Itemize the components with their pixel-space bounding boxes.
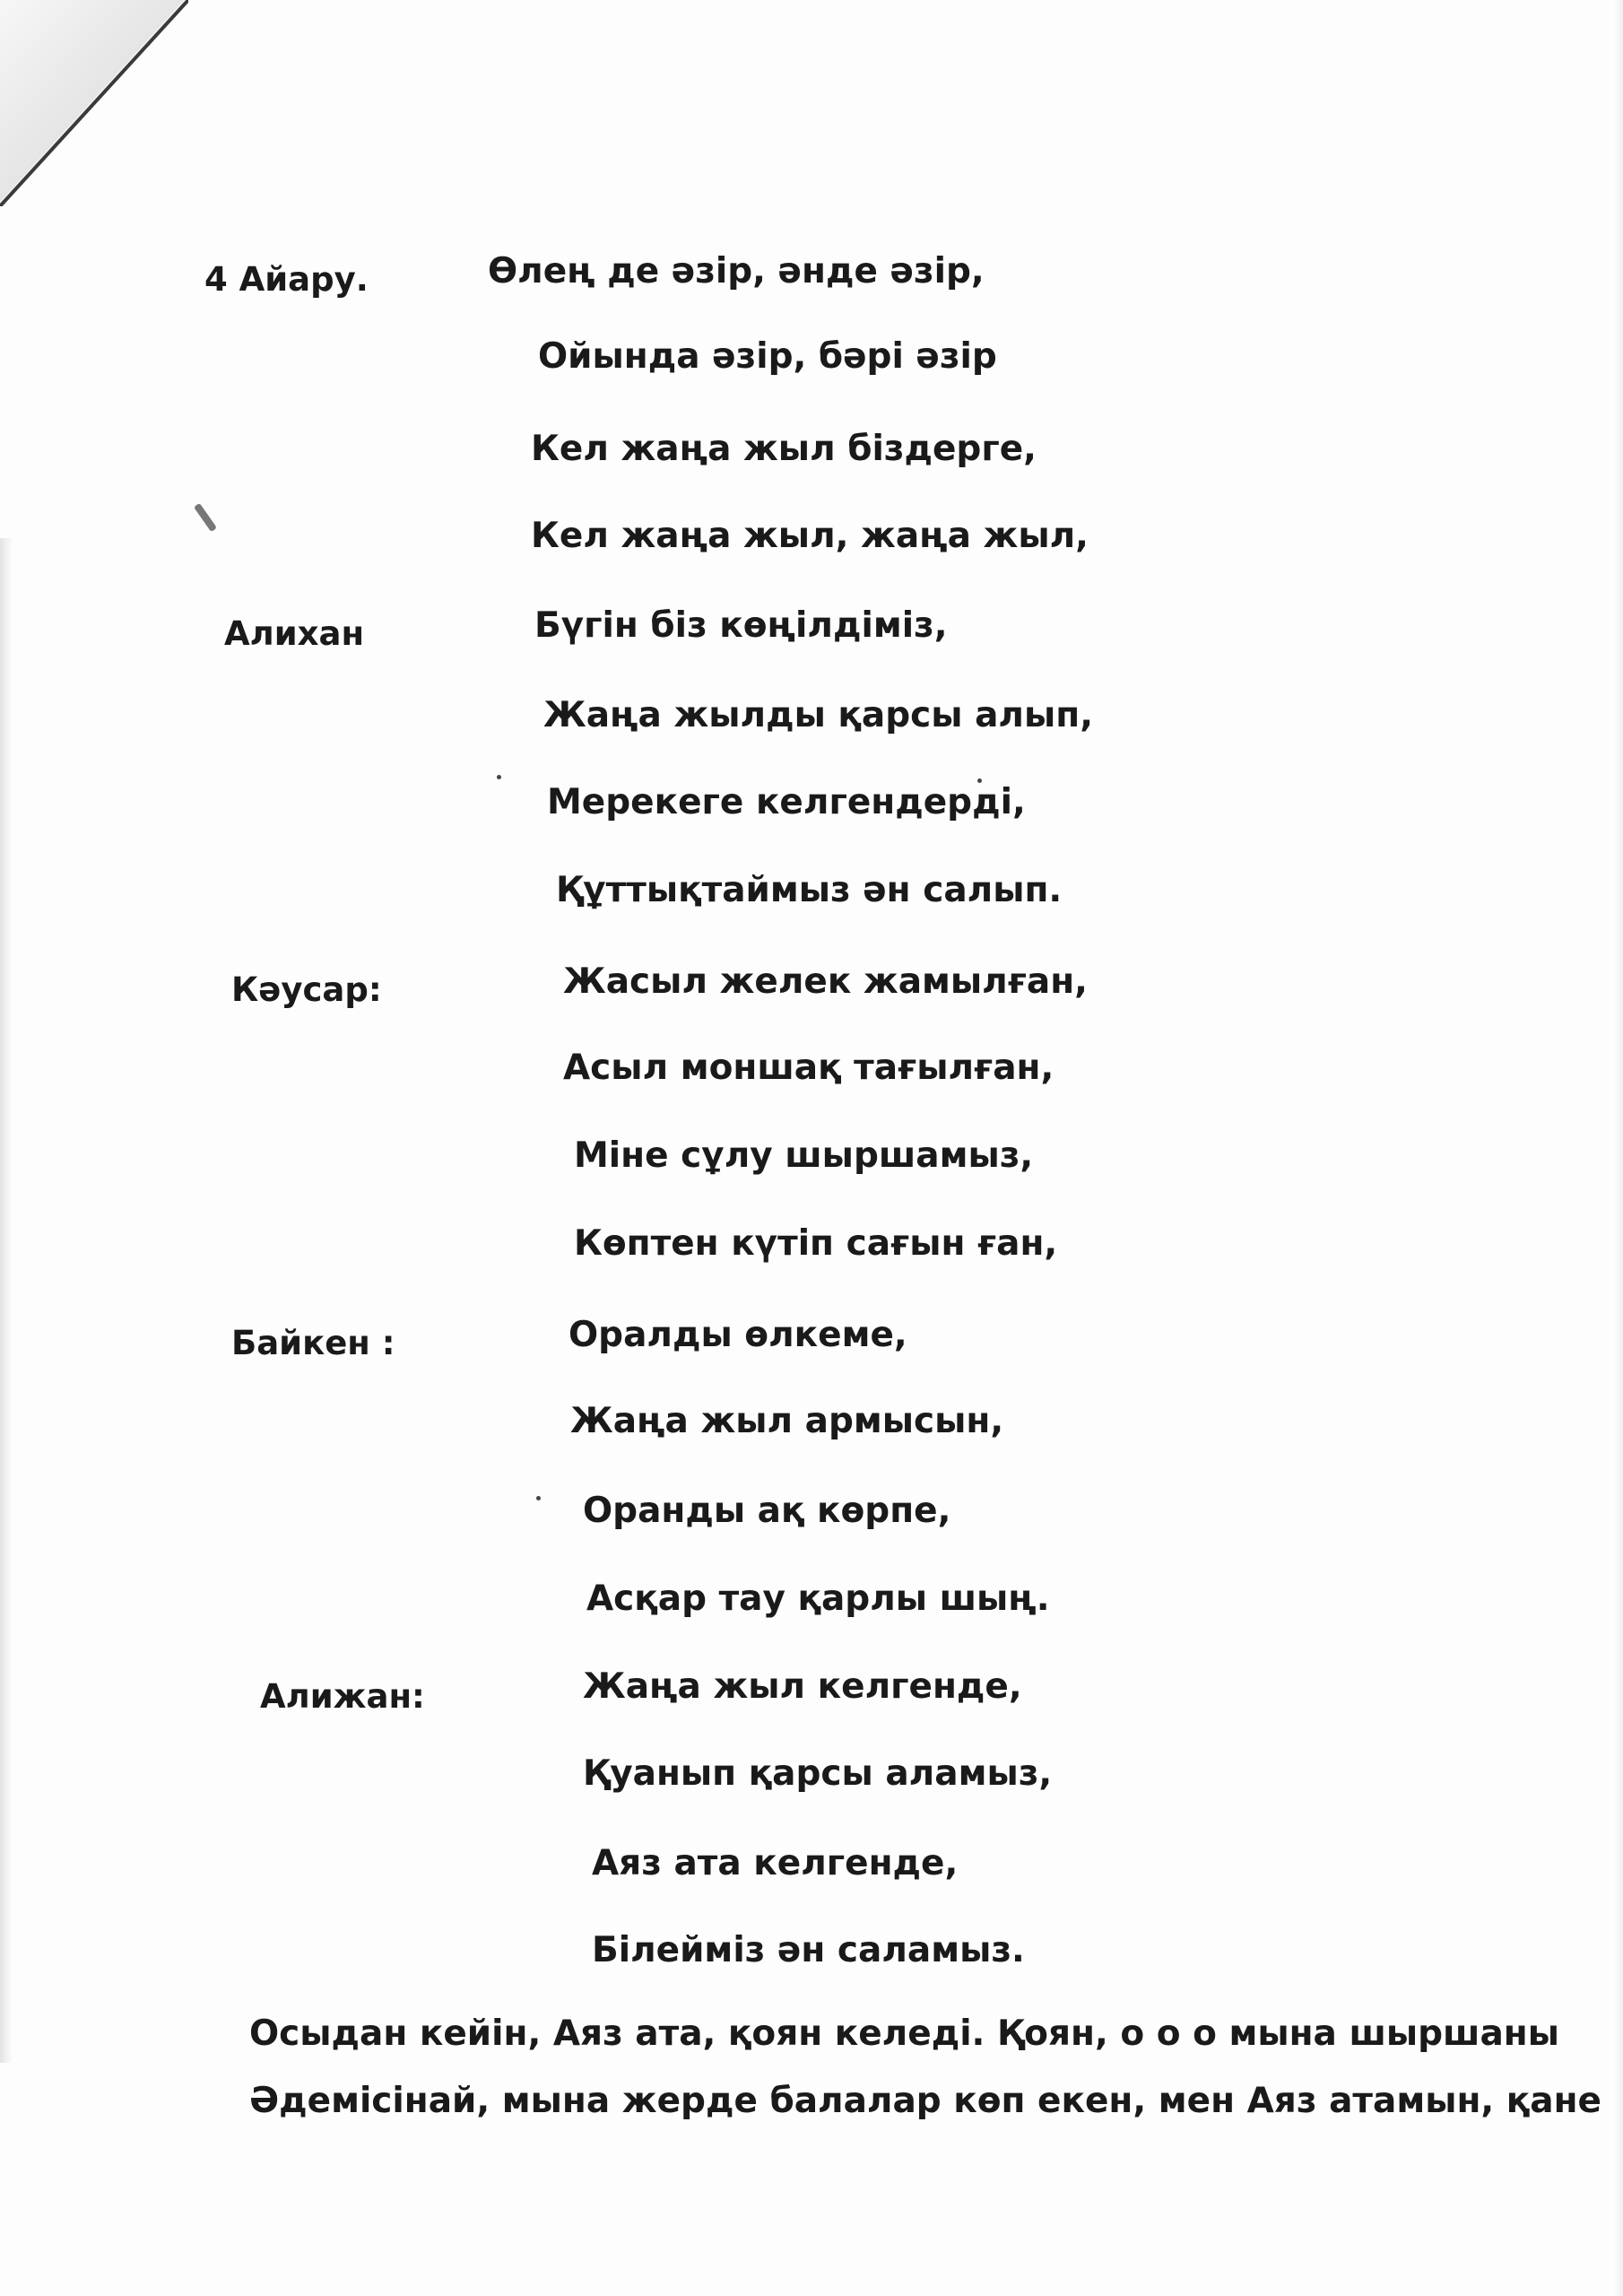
prose-line: Осыдан кейін, Аяз ата, қоян келеді. Қоян, о о о мына шыршаны xyxy=(249,2013,1559,2054)
scan-speck xyxy=(497,775,501,779)
poem-line: Оранды ақ көрпе, xyxy=(583,1491,951,1531)
left-edge-shadow xyxy=(0,538,13,2063)
poem-line: Жаңа жылды қарсы алып, xyxy=(543,695,1094,735)
scan-speck xyxy=(536,1496,541,1500)
poem-line: Аяз ата келгенде, xyxy=(592,1843,959,1883)
poem-line: Кел жаңа жыл біздерге, xyxy=(531,429,1037,469)
folded-corner-shadow xyxy=(0,0,188,206)
poem-line: Мерекеге келгендерді, xyxy=(547,782,1026,822)
poem-line: Кел жаңа жыл, жаңа жыл, xyxy=(531,516,1089,556)
prose-line: Әдемісінай, мына жерде балалар көп екен, мен Аяз атамын, қане xyxy=(249,2081,1601,2121)
poem-line: Көптен күтіп сағын ған, xyxy=(574,1223,1058,1264)
speaker-name: 4 Айару. xyxy=(204,260,369,299)
poem-line: Ойында әзір, бәрі әзір xyxy=(538,336,997,377)
right-edge-shadow xyxy=(1614,0,1623,2296)
scan-speck xyxy=(194,503,217,532)
poem-line: Асқар тау қарлы шың. xyxy=(586,1578,1050,1619)
poem-line: Оралды өлкеме, xyxy=(568,1315,907,1355)
speaker-name: Кәусар: xyxy=(231,970,382,1009)
speaker-name: Алихан xyxy=(224,614,365,653)
speaker-name: Алижан: xyxy=(260,1677,425,1716)
poem-line: Бүгін біз көңілдіміз, xyxy=(534,605,948,646)
poem-line: Жаңа жыл армысын, xyxy=(570,1401,1004,1441)
poem-line: Жасыл желек жамылған, xyxy=(563,961,1088,1002)
poem-line: Білейміз ән саламыз. xyxy=(592,1930,1025,1970)
poem-line: Қуанып қарсы аламыз, xyxy=(583,1753,1053,1794)
poem-line: Өлең де әзір, әнде әзір, xyxy=(488,251,985,291)
poem-line: Міне сұлу шыршамыз, xyxy=(574,1135,1034,1176)
speaker-name: Байкен : xyxy=(231,1324,395,1362)
poem-line: Асыл моншақ тағылған, xyxy=(563,1048,1055,1088)
poem-line: Құттықтаймыз ән салып. xyxy=(556,870,1063,910)
poem-line: Жаңа жыл келгенде, xyxy=(583,1666,1022,1707)
